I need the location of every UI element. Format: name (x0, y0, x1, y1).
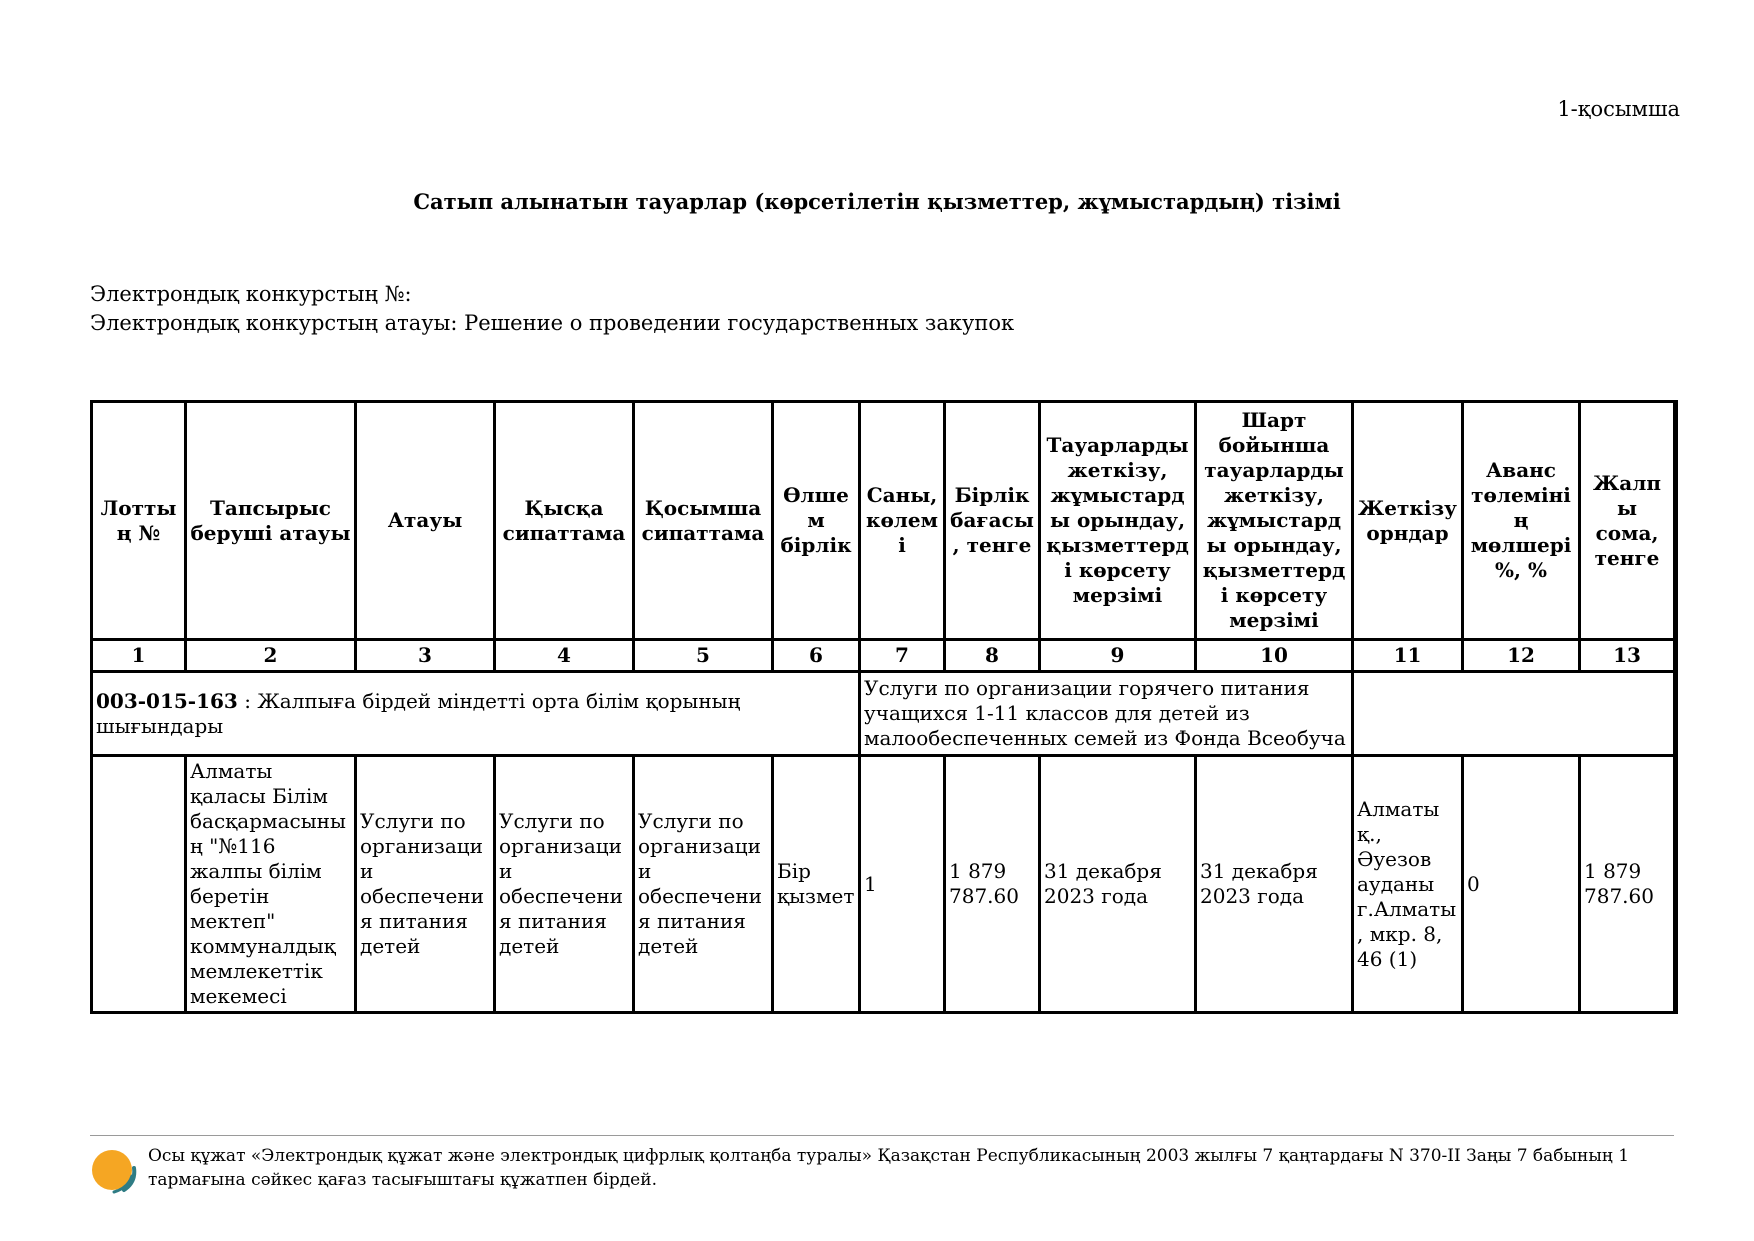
sun-seal-icon (90, 1146, 138, 1194)
cell-unit: Бір қызмет (773, 756, 860, 1013)
column-number: 10 (1196, 640, 1353, 672)
column-number: 6 (773, 640, 860, 672)
column-number: 3 (356, 640, 495, 672)
column-number: 12 (1463, 640, 1580, 672)
column-header-customer: Тапсырыс беруші атауы (186, 402, 356, 640)
cell-short-description: Услуги по организации обеспечения питания детей (495, 756, 634, 1013)
column-header-additional-description: Қосымша сипаттама (634, 402, 773, 640)
budget-program-code: 003-015-163 (96, 688, 238, 713)
column-header-unit-price: Бірлік бағасы, тенге (945, 402, 1040, 640)
cell-lot-number (92, 756, 186, 1013)
cell-additional-description: Услуги по организации обеспечения питания детей (634, 756, 773, 1013)
budget-program-cell (92, 672, 860, 756)
table-row (92, 756, 1676, 1013)
contest-name-line: Электрондық конкурстың атауы: Решение о проведении государственных закупок (90, 311, 1015, 335)
cell-name: Услуги по организации обеспечения питания детей (356, 756, 495, 1013)
table-header-row (92, 402, 1676, 640)
column-number: 2 (186, 640, 356, 672)
column-header-advance-percent: Аванс төлемінің мөлшері %, % (1463, 402, 1580, 640)
cell-unit-price: 1 879 787.60 (945, 756, 1040, 1013)
cell-quantity: 1 (860, 756, 945, 1013)
contest-number-label: Электрондық конкурстың №: (90, 282, 412, 306)
group-empty-cell (1353, 672, 1676, 756)
footer-legal-text: Осы құжат «Электрондық құжат және электрондық цифрлық қолтаңба туралы» Қазақстан Республикасының 2003 жылғы 7 қаңтардағы N 370-II Заңы 7 бабының 1 тармағына сәйкес қағаз тасығыштағы құжатпен бірдей. (148, 1146, 1630, 1190)
appendix-label: 1-қосымша (1557, 97, 1680, 121)
column-header-unit: Өлшем бірлік (773, 402, 860, 640)
column-header-total-amount: Жалпы сома, тенге (1580, 402, 1676, 640)
cell-delivery-place: Алматы қ., Әуезов ауданы г.Алматы, мкр. 8, 46 (1) (1353, 756, 1463, 1013)
column-number: 8 (945, 640, 1040, 672)
column-header-name: Атауы (356, 402, 495, 640)
column-number: 5 (634, 640, 773, 672)
budget-program-description: : Жалпыға бірдей міндетті орта білім қорының шығындары (96, 688, 741, 738)
column-number: 13 (1580, 640, 1676, 672)
column-header-quantity: Саны, көлемі (860, 402, 945, 640)
column-number: 1 (92, 640, 186, 672)
column-number: 4 (495, 640, 634, 672)
cell-contract-term: 31 декабря 2023 года (1196, 756, 1353, 1013)
document-title: Сатып алынатын тауарлар (көрсетілетін қызметтер, жұмыстардың) тізімі (413, 189, 1341, 214)
footer (90, 1135, 1674, 1194)
cell-advance-percent: 0 (1463, 756, 1580, 1013)
column-header-delivery-place: Жеткізу орндар (1353, 402, 1463, 640)
column-number-row (92, 640, 1676, 672)
column-header-delivery-term: Тауарларды жеткізу, жұмыстарды орындау, қызметтерді көрсету мерзімі (1040, 402, 1196, 640)
column-header-lot-number: Лоттың № (92, 402, 186, 640)
cell-total-amount: 1 879 787.60 (1580, 756, 1676, 1013)
column-number: 9 (1040, 640, 1196, 672)
column-header-contract-term: Шарт бойынша тауарларды жеткізу, жұмыстарды орындау, қызметтерді көрсету мерзімі (1196, 402, 1353, 640)
group-service-name: Услуги по организации горячего питания учащихся 1-11 классов для детей из малообеспеченных семей из Фонда Всеобуча (860, 672, 1353, 756)
cell-customer: Алматы қаласы Білім басқармасының "№116 жалпы білім беретін мектеп" коммуналдық мемлекеттік мекемесі (186, 756, 356, 1013)
cell-delivery-term: 31 декабря 2023 года (1040, 756, 1196, 1013)
column-header-short-description: Қысқа сипаттама (495, 402, 634, 640)
column-number: 7 (860, 640, 945, 672)
budget-group-row (92, 672, 1676, 756)
column-number: 11 (1353, 640, 1463, 672)
lots-table (90, 400, 1678, 1014)
